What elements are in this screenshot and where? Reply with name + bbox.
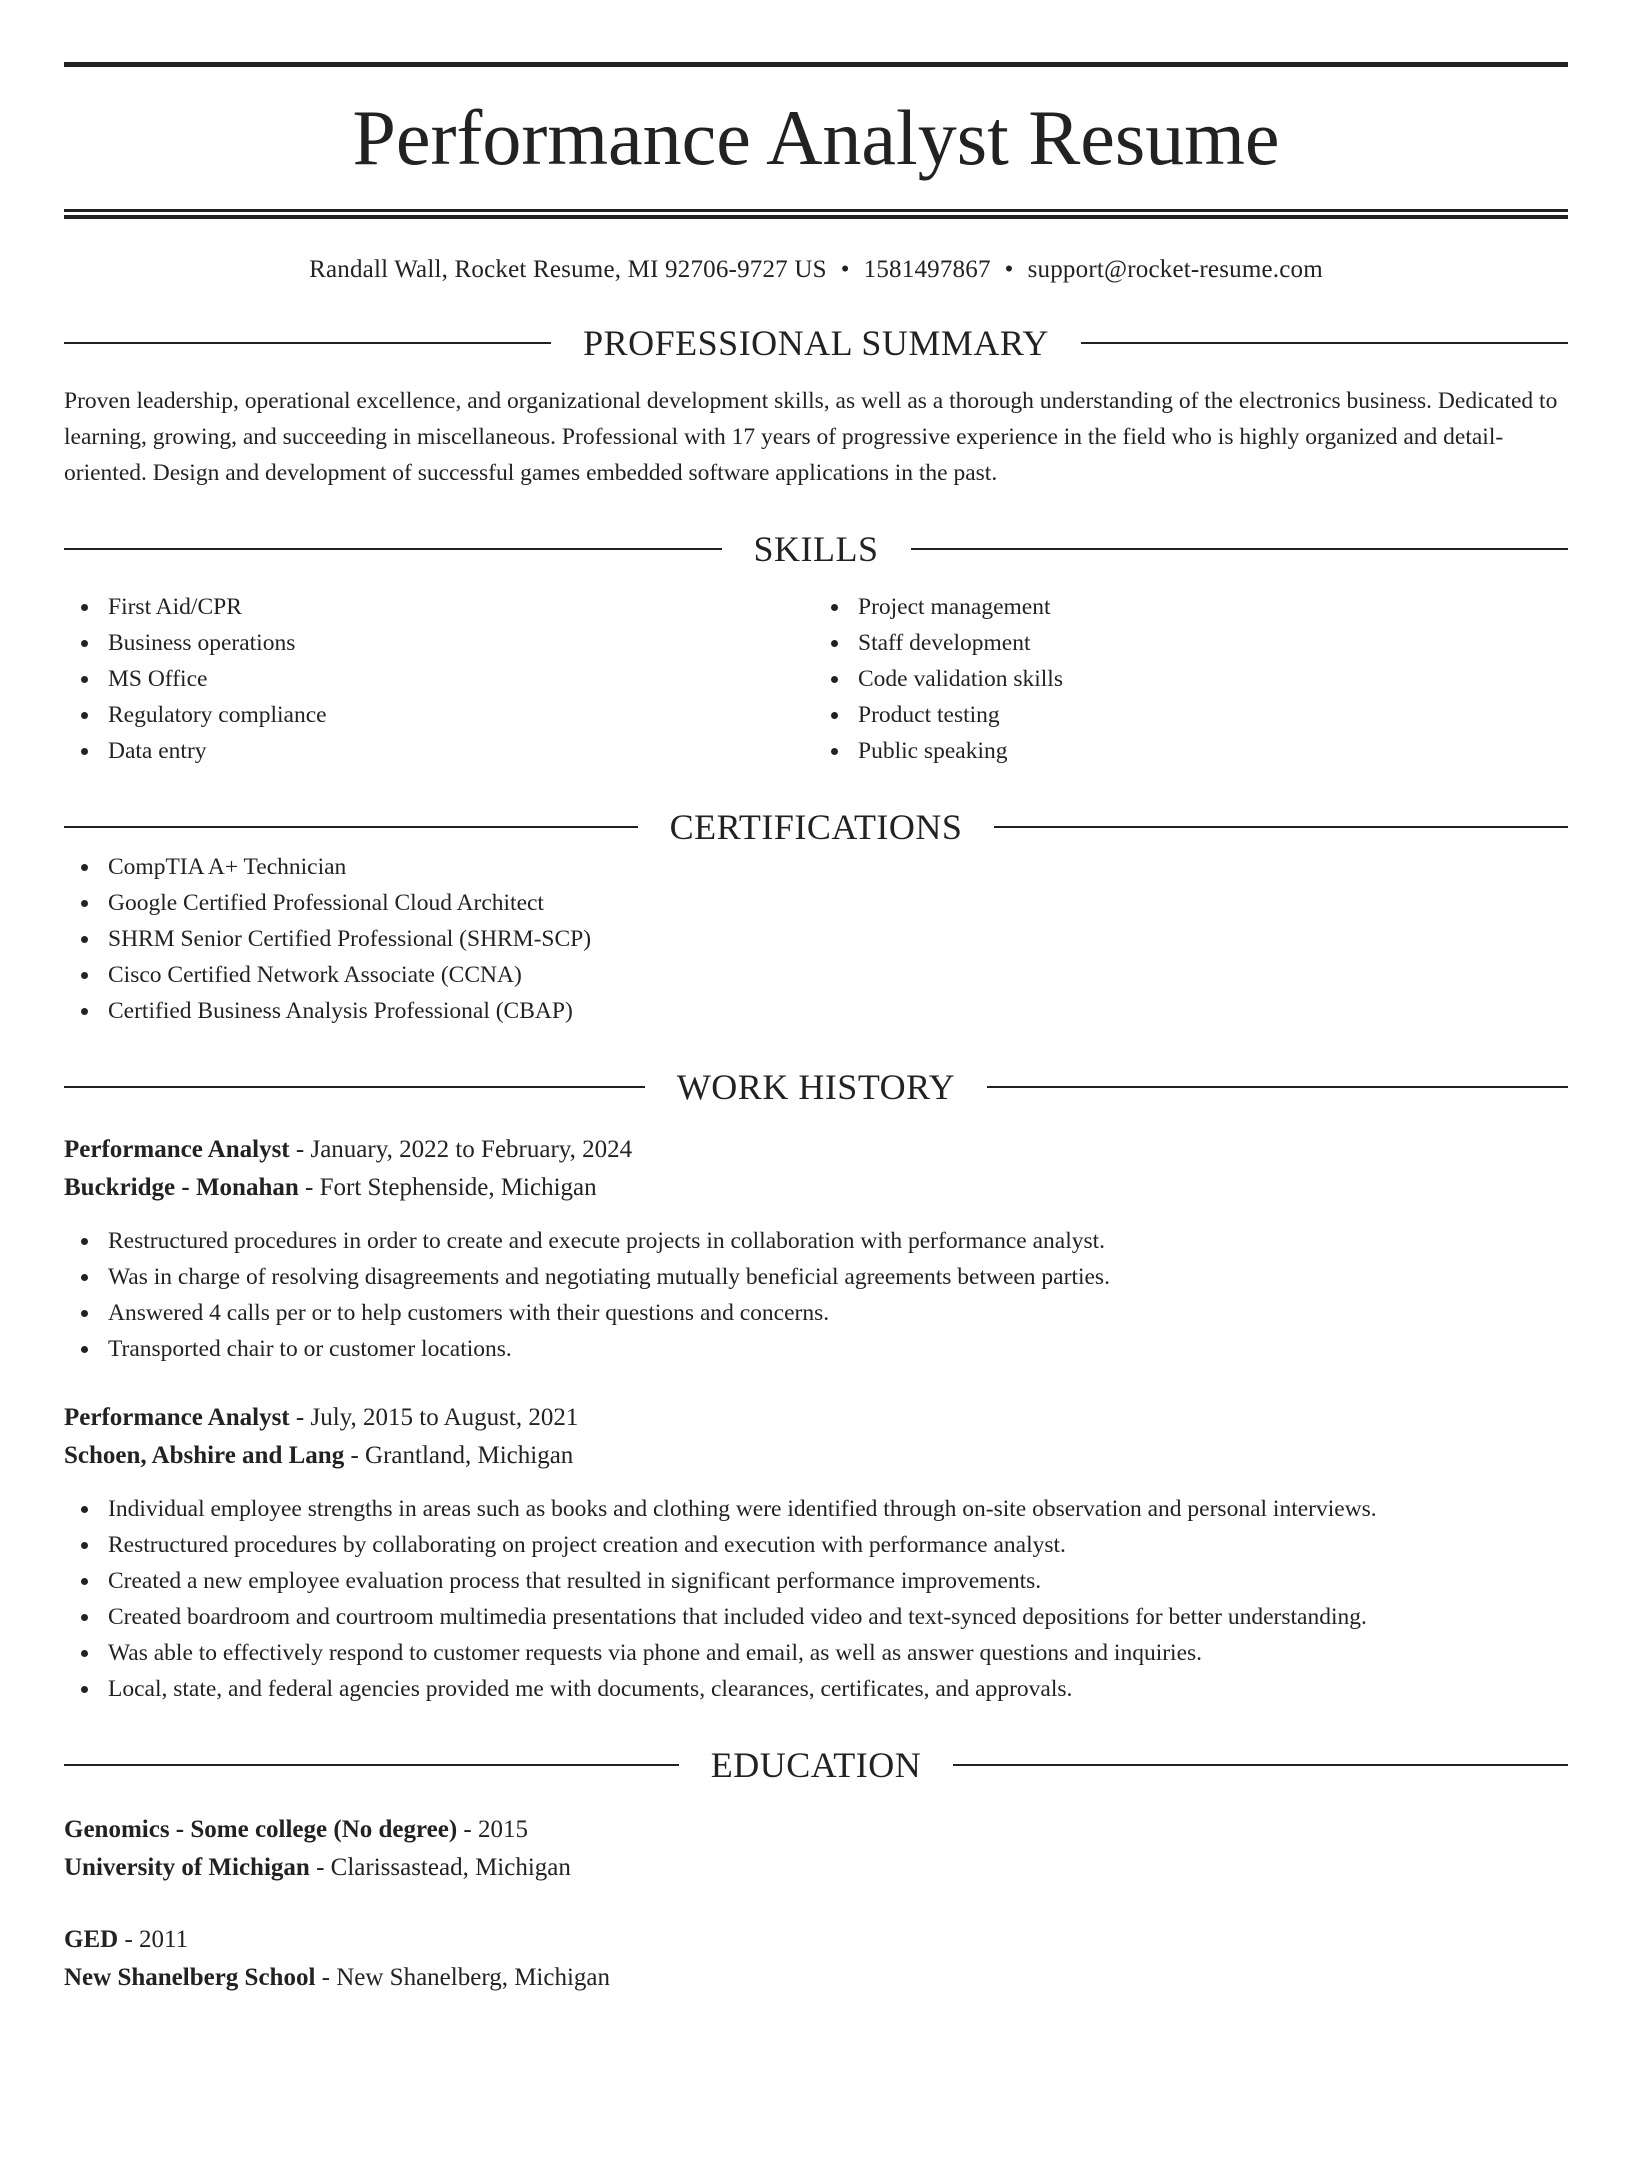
section-heading-skills [64,527,1568,571]
heading-rule [994,826,1568,828]
job-bullets [64,1223,1568,1367]
education-school-line [64,1849,1568,1887]
contact-phone: 1581497867 [863,256,991,283]
contact-separator: • [1004,256,1014,283]
job-bullet: Local, state, and federal agencies provided me with documents, clearances, certificates, and approvals. [108,1671,1568,1707]
skills-grid [64,589,1568,769]
job-location: - Fort Stephenside, Michigan [298,1174,597,1201]
education-year: - 2015 [457,1816,528,1843]
skill-item: First Aid/CPR [108,589,816,625]
section-title: WORK HISTORY [676,1067,956,1107]
education-school: New Shanelberg School [64,1964,316,1991]
heading-rule [64,826,638,828]
skill-item: Regulatory compliance [108,697,816,733]
job-bullet: Transported chair to or customer locations. [108,1331,1568,1367]
top-rule [64,62,1568,67]
education-degree-line [64,1921,1568,1959]
job-dates: - January, 2022 to February, 2024 [289,1136,633,1163]
section-title: EDUCATION [710,1745,922,1785]
heading-rule [911,548,1569,550]
heading-rule [1081,342,1568,344]
education-school: University of Michigan [64,1854,310,1881]
education-school-line [64,1959,1568,1997]
certification-item: Google Certified Professional Cloud Architect [108,885,1568,921]
job-bullet: Restructured procedures by collaborating on project creation and execution with performance analyst. [108,1527,1568,1563]
job-company-line [64,1169,1568,1207]
page-title: Performance Analyst Resume [352,94,1280,181]
education-degree: Genomics - Some college (No degree) [64,1816,458,1843]
job-company: Schoen, Abshire and Lang [64,1442,345,1469]
job-company-line [64,1437,1568,1475]
skill-item: Project management [858,589,1568,625]
job-location: - Grantland, Michigan [344,1442,574,1469]
contact-line [64,255,1568,285]
job-title: Performance Analyst [64,1136,290,1163]
job-entry [64,1131,1568,1367]
job-title: Performance Analyst [64,1404,290,1431]
job-bullet: Individual employee strengths in areas such as books and clothing were identified through on-site observation and personal interviews. [108,1491,1568,1527]
certification-item: CompTIA A+ Technician [108,849,1568,885]
section-title: PROFESSIONAL SUMMARY [583,323,1049,363]
job-company: Buckridge - Monahan [64,1174,299,1201]
section-heading-education [64,1743,1568,1787]
job-entry [64,1399,1568,1707]
section-heading-work [64,1065,1568,1109]
certification-item: Certified Business Analysis Professional (CBAP) [108,993,1568,1029]
job-dates: - July, 2015 to August, 2021 [289,1404,579,1431]
summary-text: Proven leadership, operational excellence, and organizational development skills, as well as a thorough understanding of the electronics business. Dedicated to learning, growing, and succeeding in miscellaneous. Professional with 17 years of progressive experience in the field who is highly organized and detail-oriented. Design and development of successful games embedded software applications in the past. [64,388,1558,486]
education-entry [64,1811,1568,1887]
heading-rule [64,1086,645,1088]
title-double-rule [64,209,1568,219]
skill-item: Data entry [108,733,816,769]
section-title: SKILLS [753,529,879,569]
skill-item: Business operations [108,625,816,661]
job-bullet: Was in charge of resolving disagreements and negotiating mutually beneficial agreements between parties. [108,1259,1568,1295]
section-heading-summary [64,321,1568,365]
education-location: - Clarissastead, Michigan [309,1854,571,1881]
heading-rule [64,342,551,344]
section-title: CERTIFICATIONS [669,807,963,847]
job-title-line [64,1131,1568,1169]
heading-rule [64,1764,679,1766]
job-bullet: Was able to effectively respond to customer requests via phone and email, as well as answer questions and inquiries. [108,1635,1568,1671]
job-bullet: Created a new employee evaluation process that resulted in significant performance improvements. [108,1563,1568,1599]
contact-address: Randall Wall, Rocket Resume, MI 92706-9727 US [309,256,827,283]
education-location: - New Shanelberg, Michigan [315,1964,611,1991]
section-heading-certifications [64,805,1568,849]
contact-email: support@rocket-resume.com [1027,256,1323,283]
job-bullets [64,1491,1568,1707]
job-bullet: Restructured procedures in order to create and execute projects in collaboration with performance analyst. [108,1223,1568,1259]
job-bullet: Answered 4 calls per or to help customers with their questions and concerns. [108,1295,1568,1331]
education-year: - 2011 [118,1926,189,1953]
job-title-line [64,1399,1568,1437]
education-degree: GED [64,1926,119,1953]
resume-page [0,62,1632,2174]
education-entry [64,1921,1568,1997]
skill-item: Public speaking [858,733,1568,769]
skill-item: Code validation skills [858,661,1568,697]
contact-separator: • [840,256,850,283]
skill-item: Product testing [858,697,1568,733]
heading-rule [987,1086,1568,1088]
skills-column-right [816,589,1568,769]
skill-item: MS Office [108,661,816,697]
heading-rule [953,1764,1568,1766]
skill-item: Staff development [858,625,1568,661]
certification-item: Cisco Certified Network Associate (CCNA) [108,957,1568,993]
skills-column-left [64,589,816,769]
job-bullet: Created boardroom and courtroom multimedia presentations that included video and text-synced depositions for better understanding. [108,1599,1568,1635]
heading-rule [64,548,722,550]
certification-list [64,849,1568,1029]
education-degree-line [64,1811,1568,1849]
certification-item: SHRM Senior Certified Professional (SHRM-SCP) [108,921,1568,957]
